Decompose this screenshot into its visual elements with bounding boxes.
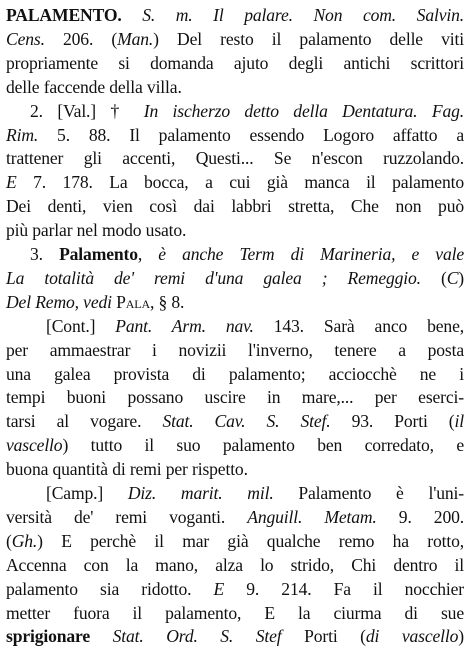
text-segment: 2. [Val.] † — [30, 100, 144, 121]
text-line — [6, 124, 464, 147]
text-segment: Rim. — [6, 124, 39, 145]
text-segment: E — [6, 172, 17, 193]
text-segment: ) Del resto il palamento delle viti — [153, 28, 464, 49]
text-segment: il — [454, 411, 464, 432]
text-line — [6, 171, 464, 194]
text-segment: una galea provista di palamento; acciocchè ne i — [6, 363, 464, 384]
text-line — [6, 219, 464, 242]
text-segment: Pala — [116, 291, 150, 312]
text-segment: PALAMENTO. — [6, 5, 122, 25]
text-segment: 206. ( — [44, 28, 118, 49]
text-line — [6, 291, 464, 314]
text-segment: Pant. Arm. nav. — [115, 315, 254, 336]
text-segment: Del Remo, vedi — [6, 291, 112, 312]
text-line — [6, 602, 464, 625]
text-line — [6, 578, 464, 601]
text-segment: [Cont.] — [46, 315, 116, 336]
text-line — [6, 76, 464, 99]
text-segment: C — [446, 267, 459, 288]
text-segment: ) — [458, 267, 464, 288]
text-segment: per ammaestrar i novizii l'inverno, tenere a posta — [6, 339, 464, 360]
text-line — [6, 195, 464, 218]
text-segment: Dei denti, vien così dai labbri stretta, Che non può — [6, 196, 464, 217]
text-segment: , § 8. — [149, 291, 185, 312]
text-segment: tarsi al vogare. — [6, 411, 163, 432]
text-segment — [193, 5, 214, 25]
text-line — [6, 339, 464, 362]
text-segment: Anguill. Metam. — [247, 506, 377, 527]
text-segment: trattener gli accenti, Questi... Se n'escon ruzzolando. — [6, 148, 464, 169]
text-segment: 9. 200. — [376, 506, 464, 527]
text-segment: Stat. Cav. S. Stef. — [162, 411, 331, 432]
text-segment: Il palare. Non com. Salvin. — [213, 5, 464, 25]
text-segment — [122, 5, 143, 25]
text-segment: [Camp.] — [46, 483, 128, 503]
text-segment: buona quantità di remi per rispetto. — [6, 459, 248, 480]
text-segment: 5. 88. Il palamento essendo Logoro affatto a — [38, 124, 464, 145]
text-segment: , — [137, 244, 159, 264]
text-segment: Gh. — [11, 530, 38, 551]
text-line — [6, 147, 464, 170]
text-line — [6, 386, 464, 409]
text-line — [46, 482, 464, 505]
text-segment: Diz. marit. mil. — [127, 483, 274, 503]
text-segment: palamento sia ridotto. — [6, 578, 214, 599]
text-segment: Palamento è l'uni- — [273, 483, 464, 503]
text-line — [46, 315, 464, 338]
text-segment: più parlar nel modo usato. — [6, 220, 187, 241]
text-segment: versità de' remi voganti. — [6, 506, 248, 527]
text-segment: ( — [420, 267, 447, 288]
text-segment: ) E perchè il mar già qualche remo ha rotto, — [37, 530, 464, 551]
text-segment: vascello — [6, 435, 63, 456]
text-segment: tempi buoni possano uscire in mare,... per eserci- — [6, 387, 464, 408]
text-segment: Porti ( — [281, 626, 366, 647]
text-segment: ( — [6, 530, 12, 551]
text-segment: Accenna con la mano, alza lo strido, Chi dentro il — [6, 554, 464, 575]
text-segment: 143. Sarà anco bene, — [253, 315, 464, 336]
text-segment: Cens. — [6, 28, 45, 49]
text-line — [6, 52, 464, 75]
text-segment: 93. Porti ( — [330, 411, 455, 432]
text-segment: 7. 178. La bocca, a cui già manca il palamento — [16, 172, 464, 193]
text-line — [6, 506, 464, 529]
text-segment: è anche Term di Marineria, e vale — [158, 244, 465, 264]
text-line — [6, 267, 464, 290]
text-segment: ) — [458, 626, 464, 647]
text-segment: ) tutto il suo palamento ben corredato, e — [62, 435, 464, 456]
text-segment: metter fuora il palamento, E la ciurma di sue — [6, 602, 464, 623]
text-segment: Man. — [117, 28, 154, 49]
text-segment: S. m. — [142, 5, 193, 25]
text-segment: E — [213, 578, 225, 599]
text-segment: La totalità de' remi d'una galea ; Remeggio. — [6, 267, 421, 288]
text-segment: delle faccende della villa. — [6, 76, 182, 97]
text-segment: propriamente si domanda ajuto degli antichi scrittori — [6, 52, 464, 73]
text-segment: di vascello — [365, 626, 459, 647]
text-line — [6, 434, 464, 457]
text-line — [6, 458, 464, 481]
text-line — [6, 625, 464, 648]
text-line — [6, 28, 464, 51]
text-line — [6, 410, 464, 433]
text-line — [30, 243, 464, 266]
text-segment: Palamento — [59, 244, 138, 264]
text-segment: sprigionare — [6, 626, 91, 647]
text-segment: In ischerzo detto della Dentatura. Fag. — [143, 100, 464, 121]
text-line — [30, 100, 464, 123]
text-line — [6, 530, 464, 553]
text-segment — [90, 626, 113, 646]
text-line — [6, 363, 464, 386]
text-line — [6, 4, 464, 27]
text-segment: 3. — [30, 244, 60, 264]
text-line — [6, 554, 464, 577]
text-segment: 9. 214. Fa il nocchier — [224, 578, 464, 599]
text-segment: Stat. Ord. S. Stef — [112, 626, 282, 647]
